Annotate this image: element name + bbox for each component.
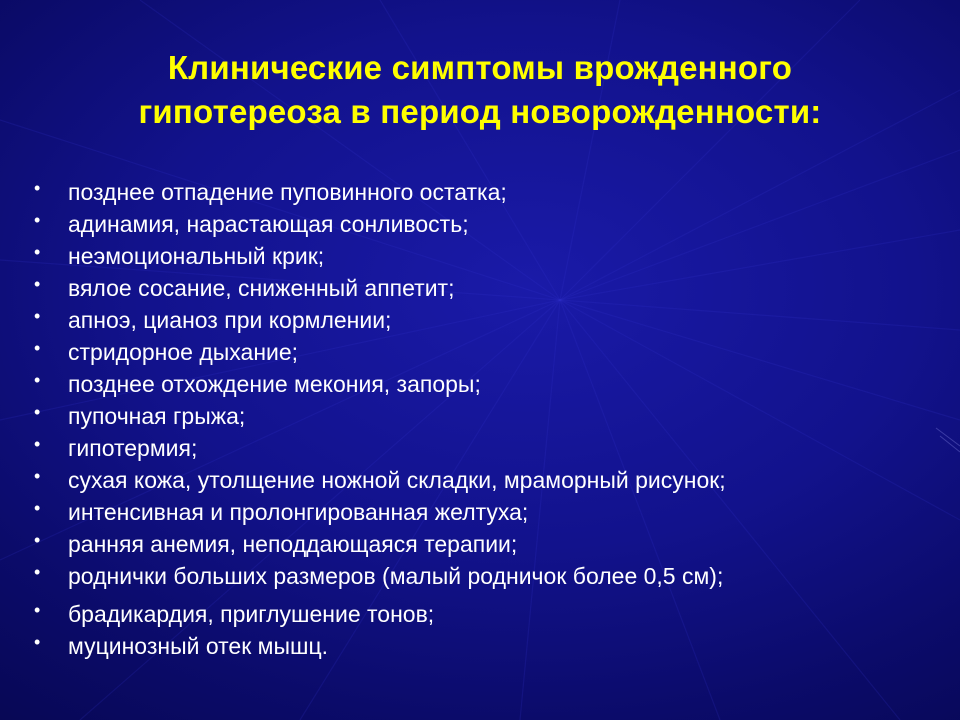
bullet-icon: • bbox=[34, 530, 41, 550]
list-item-text: позднее отхождение мекония, запоры; bbox=[68, 371, 481, 397]
list-item bbox=[34, 336, 934, 368]
bullet-icon: • bbox=[34, 434, 41, 454]
list-item-text: брадикардия, приглушение тонов; bbox=[68, 601, 435, 627]
list-item-text: муцинозный отек мышц. bbox=[68, 633, 329, 659]
list-item-text: пупочная грыжа; bbox=[68, 403, 246, 429]
bullet-icon: • bbox=[34, 562, 41, 582]
list-item bbox=[34, 208, 934, 240]
list-item bbox=[34, 432, 934, 464]
list-item-text: адинамия, нарастающая сонливость; bbox=[68, 211, 469, 237]
list-item bbox=[34, 400, 934, 432]
list-item bbox=[34, 368, 934, 400]
list-item bbox=[34, 598, 934, 630]
symptom-list bbox=[34, 176, 934, 662]
bullet-icon: • bbox=[34, 338, 41, 358]
bullet-icon: • bbox=[34, 306, 41, 326]
list-item-text: вялое сосание, сниженный аппетит; bbox=[68, 275, 455, 301]
bullet-icon: • bbox=[34, 274, 41, 294]
list-item-text: гипотермия; bbox=[68, 435, 198, 461]
list-item bbox=[34, 528, 934, 560]
bullet-icon: • bbox=[34, 600, 41, 620]
bullet-icon: • bbox=[34, 498, 41, 518]
list-item-text: неэмоциональный крик; bbox=[68, 243, 325, 269]
list-item bbox=[34, 240, 934, 272]
list-item-text: роднички больших размеров (малый родничок более 0,5 см); bbox=[68, 563, 724, 589]
bullet-icon: • bbox=[34, 242, 41, 262]
list-item bbox=[34, 496, 934, 528]
bullet-icon: • bbox=[34, 178, 41, 198]
title-line-1: Клинические симптомы врожденного bbox=[167, 49, 793, 86]
bullet-icon: • bbox=[34, 632, 41, 652]
slide-title bbox=[0, 46, 960, 134]
bullet-icon: • bbox=[34, 402, 41, 422]
list-item-text: позднее отпадение пуповинного остатка; bbox=[68, 179, 507, 205]
bullet-icon: • bbox=[34, 466, 41, 486]
list-item-text: интенсивная и пролонгированная желтуха; bbox=[68, 499, 529, 525]
list-item-text: сухая кожа, утолщение ножной складки, мраморный рисунок; bbox=[68, 467, 726, 493]
list-item-text: ранняя анемия, неподдающаяся терапии; bbox=[68, 531, 518, 557]
title-line-2: гипотереоза в период новорожденности: bbox=[138, 93, 822, 130]
list-item bbox=[34, 464, 934, 496]
list-item-text: апноэ, цианоз при кормлении; bbox=[68, 307, 392, 333]
list-item bbox=[34, 176, 934, 208]
list-item bbox=[34, 304, 934, 336]
bullet-icon: • bbox=[34, 370, 41, 390]
list-item bbox=[34, 272, 934, 304]
list-item bbox=[34, 630, 934, 662]
list-item-text: стридорное дыхание; bbox=[68, 339, 299, 365]
bullet-icon: • bbox=[34, 210, 41, 230]
list-item bbox=[34, 560, 934, 592]
